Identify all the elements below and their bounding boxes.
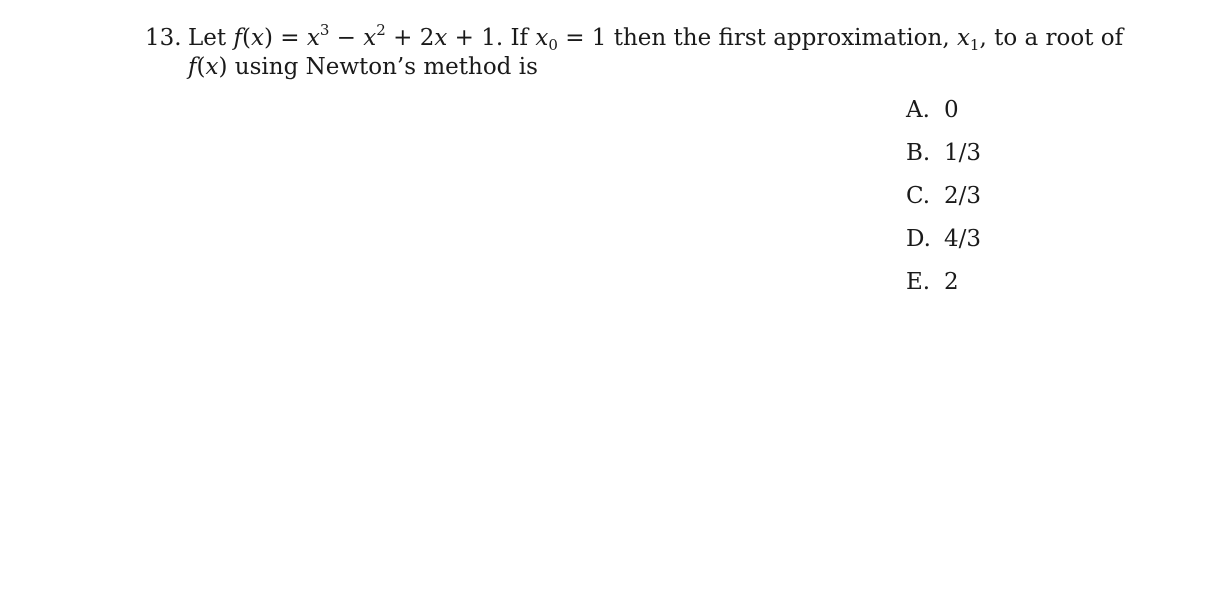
answer-choices (906, 96, 981, 311)
choice-e[interactable] (906, 268, 981, 311)
choice-value: 0 (944, 97, 959, 123)
choice-c[interactable] (906, 182, 981, 225)
question-text-let: Let (188, 25, 234, 51)
question-block (145, 21, 1145, 82)
choice-letter: D. (906, 226, 931, 252)
choice-a[interactable] (906, 96, 981, 139)
choice-value: 2/3 (944, 183, 982, 209)
choice-letter: E. (906, 269, 931, 295)
choice-value: 2 (944, 269, 959, 295)
choice-letter: B. (906, 140, 931, 166)
choice-value: 1/3 (944, 140, 982, 166)
question-line-2: f(x) using Newton’s method is (188, 54, 538, 80)
choice-value: 4/3 (944, 226, 982, 252)
choice-b[interactable] (906, 139, 981, 182)
choice-d[interactable] (906, 225, 981, 268)
question-number: 13. (145, 25, 182, 51)
choice-letter: C. (906, 183, 931, 209)
choice-letter: A. (906, 97, 930, 123)
question-line-1: 13. Let $f(x) = x^3 - x^2 + 2x + 1$. If $x_0 = 1$ then the first approximation, $x_1$, to a root of (145, 21, 1124, 54)
